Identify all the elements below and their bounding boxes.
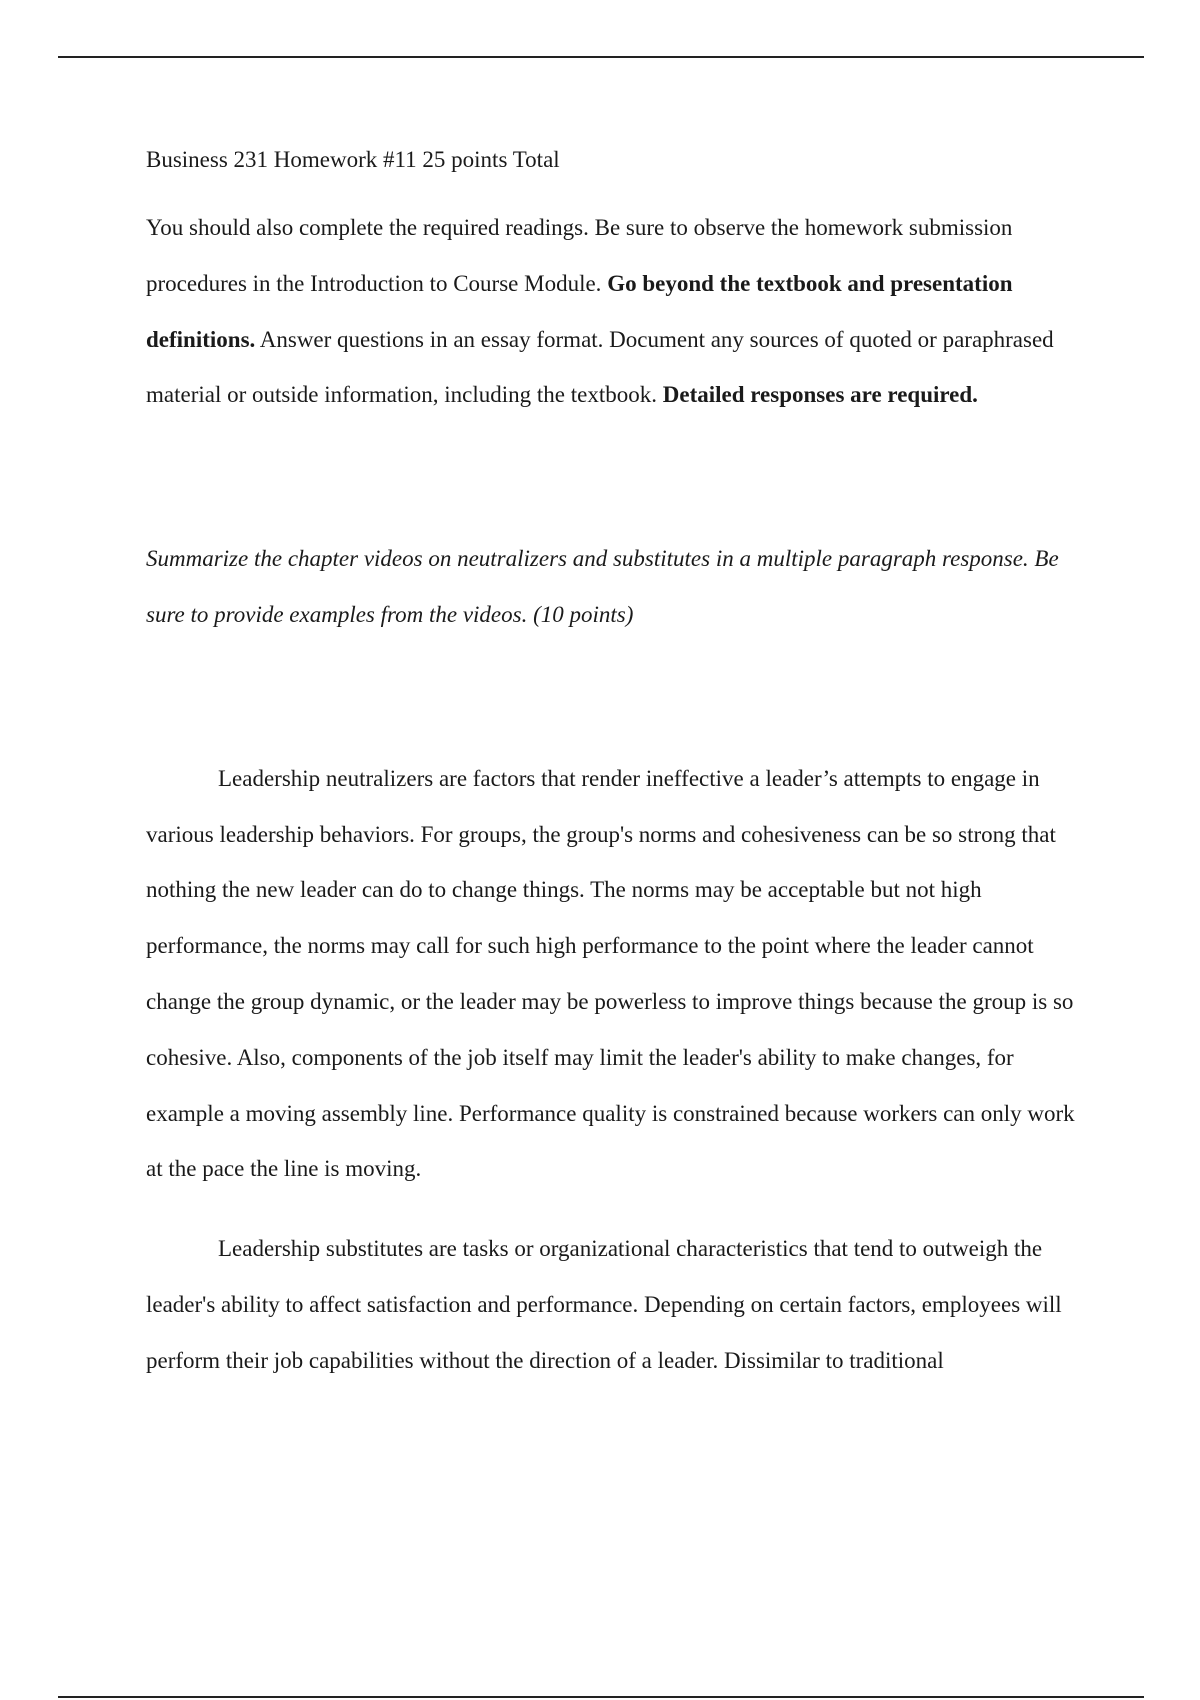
top-rule bbox=[58, 56, 1144, 58]
question-prompt: Summarize the chapter videos on neutralizers and substitutes in a multiple paragraph response. Be sure to provide examples from the videos. (10 points) bbox=[146, 546, 1059, 627]
instructions-text-1: You should also complete the required readings. Be sure to observe the homework submission procedures in the Introduction to Course Module. bbox=[146, 215, 1013, 296]
document-page bbox=[146, 140, 1090, 1413]
answer-paragraph-neutralizers: Leadership neutralizers are factors that render ineffective a leader’s attempts to engage in various leadership behaviors. For groups, the group's norms and cohesiveness can be so strong that nothing the new leader can do to change things. The norms may be acceptable but not high performance, the norms may call for such high performance to the point where the leader cannot change the group dynamic, or the leader may be powerless to improve things because the group is so cohesive. Also, components of the job itself may limit the leader's ability to make changes, for example a moving assembly line. Performance quality is constrained because workers can only work at the pace the line is moving. bbox=[146, 765, 1075, 1182]
instructions-text-2: Answer questions in an essay format. Document any sources of quoted or paraphrased material or outside information, including the textbook. bbox=[146, 326, 1054, 408]
instructions-emphasis-2: Detailed responses are required. bbox=[662, 382, 978, 408]
bottom-rule bbox=[58, 1696, 1144, 1698]
answer-paragraph-substitutes: Leadership substitutes are tasks or organizational characteristics that tend to outweigh the leader's ability to affect satisfaction and performance. Depending on certain factors, employees will perform their job capabilities without the direction of a leader. Dissimilar to traditional bbox=[146, 1236, 1062, 1373]
instructions-paragraph bbox=[146, 200, 1090, 423]
instructions-emphasis-1: Go beyond the textbook and presentation definitions. bbox=[146, 270, 1013, 352]
assignment-header: Business 231 Homework #11 25 points Total bbox=[146, 147, 560, 172]
